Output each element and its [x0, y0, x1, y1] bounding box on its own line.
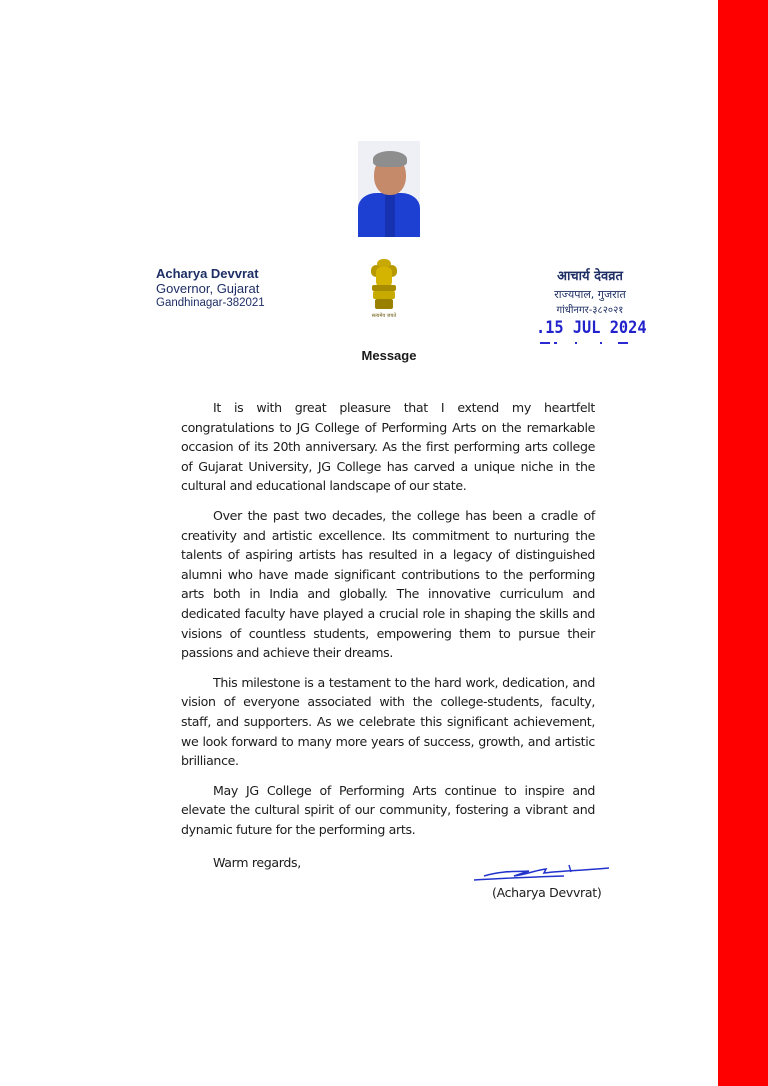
sender-address: Gandhinagar-382021: [156, 297, 265, 309]
sender-address-hindi: गांधीनगर-३८२०२१: [556, 305, 624, 316]
date-stamp: .15 JUL 2024: [536, 318, 647, 338]
portrait-hair: [373, 151, 407, 167]
closing-line: Warm regards,: [213, 855, 301, 871]
sender-name-hindi: आचार्य देवव्रत: [557, 269, 623, 284]
message-heading: Message: [361, 348, 417, 363]
paragraph: This milestone is a testament to the hard work, dedication, and vision of everyone associated with the college-students, faculty, staff, and supporters. As we celebrate this significant achievement, we look forward to many more years of success, growth, and artistic brilliance.: [181, 674, 595, 769]
sender-title-hindi: राज्यपाल, गुजरात: [554, 288, 626, 301]
emblem-motto: सत्यमेव जयते: [371, 313, 397, 319]
signatory-name: (Acharya Devvrat): [492, 885, 602, 900]
red-side-band: [718, 0, 768, 1086]
paragraph: It is with great pleasure that I extend my heartfelt congratulations to JG College of Performing Arts on the remarkable occasion of its 20th anniversary. As the first performing arts college of Gujarat University, JG College has carved a unique niche in the cultural and educational landscape of our state.: [181, 400, 595, 494]
governor-portrait: [358, 141, 420, 237]
sender-block-hindi: [540, 268, 640, 319]
letter-body: [181, 398, 595, 883]
message-heading-row: [0, 345, 768, 364]
portrait-collar: [385, 193, 395, 237]
paragraph: Over the past two decades, the college has been a cradle of creativity and artistic excellence. Its commitment to nurturing the talents of aspiring artists has resulted in a legacy of distinguished alumni who have made significant contributions to the performing arts both in India and globally. The innovative curriculum and dedicated faculty have played a crucial role in shaping the skills and visions of countless students, empowering them to pursue their passions and achieve their dreams.: [181, 507, 595, 661]
sender-block: [156, 266, 265, 311]
sender-name: Acharya Devvrat: [156, 266, 259, 281]
paragraph: May JG College of Performing Arts continue to inspire and elevate the cultural spirit of our community, fostering a vibrant and dynamic future for the performing arts.: [181, 782, 595, 837]
signature-icon: [474, 862, 614, 884]
sender-title: Governor, Gujarat: [156, 281, 260, 296]
